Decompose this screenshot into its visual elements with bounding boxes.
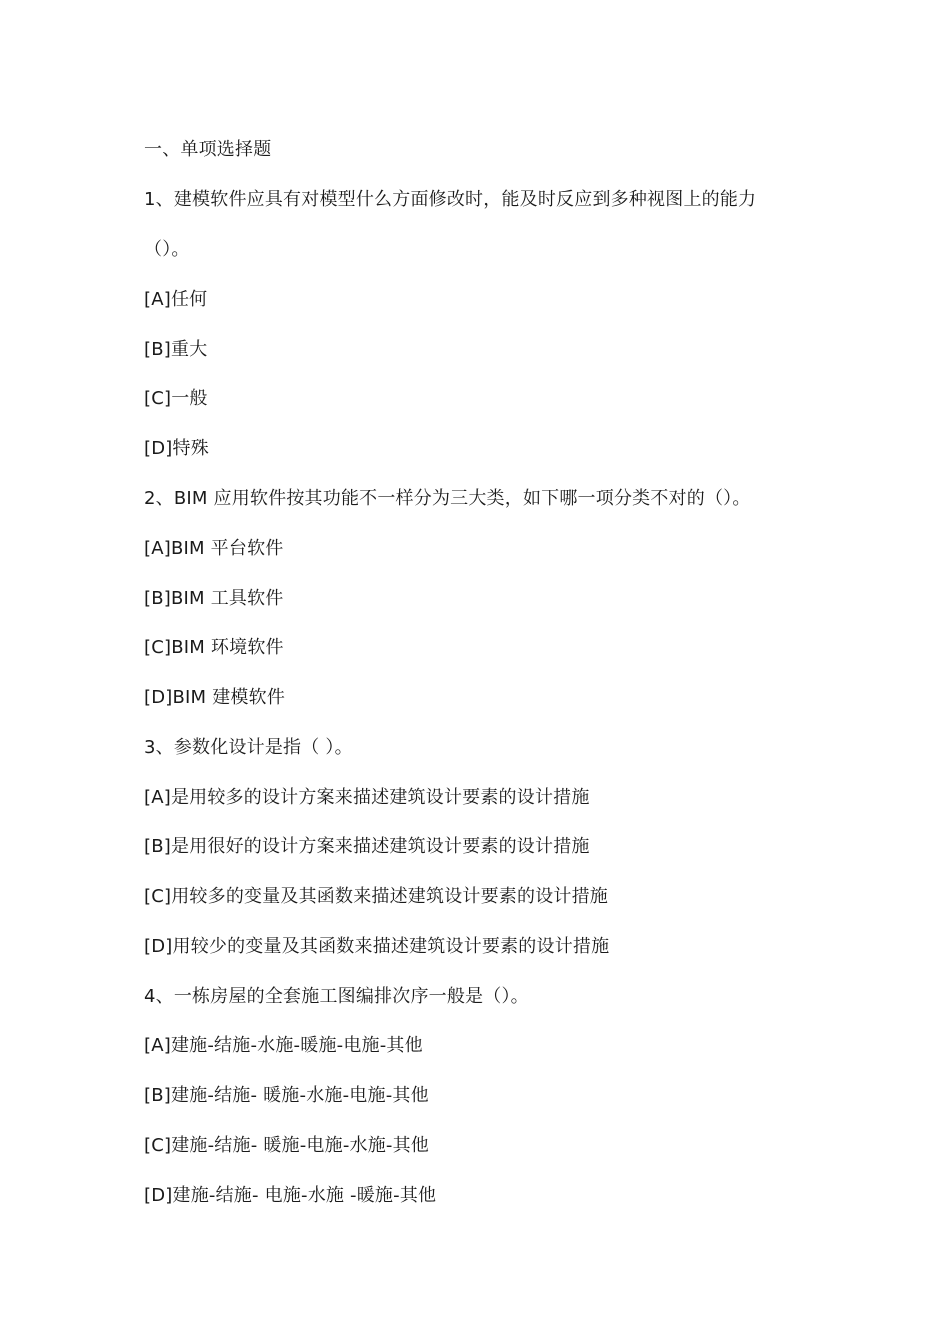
section-title: 一、单项选择题 <box>144 139 272 160</box>
question-4-option-b: [B]建施-结施- 暖施-水施-电施-其他 <box>144 1085 429 1106</box>
question-2-option-a: [A]BIM 平台软件 <box>144 538 284 559</box>
question-1-option-d: [D]特殊 <box>144 438 209 459</box>
question-1-stem: 1、建模软件应具有对模型什么方面修改时，能及时反应到多种视图上的能力 <box>144 189 757 210</box>
question-3-option-c: [C]用较多的变量及其函数来描述建筑设计要素的设计措施 <box>144 886 609 907</box>
question-3-stem: 3、参数化设计是指（ ）。 <box>144 737 353 758</box>
question-2-option-c: [C]BIM 环境软件 <box>144 637 284 658</box>
question-4-option-a: [A]建施-结施-水施-暖施-电施-其他 <box>144 1035 423 1056</box>
question-4-option-c: [C]建施-结施- 暖施-电施-水施-其他 <box>144 1135 430 1156</box>
question-3-option-a: [A]是用较多的设计方案来描述建筑设计要素的设计措施 <box>144 787 590 808</box>
question-4-option-d: [D]建施-结施- 电施-水施 -暖施-其他 <box>144 1185 437 1206</box>
question-2-option-d: [D]BIM 建模软件 <box>144 687 286 708</box>
question-3-option-b: [B]是用很好的设计方案来描述建筑设计要素的设计措施 <box>144 836 590 857</box>
question-3-option-d: [D]用较少的变量及其函数来描述建筑设计要素的设计措施 <box>144 936 610 957</box>
question-1-option-a: [A]任何 <box>144 289 208 310</box>
question-2-option-b: [B]BIM 工具软件 <box>144 588 284 609</box>
question-1-stem-continued: （）。 <box>144 239 190 260</box>
question-2-stem: 2、BIM 应用软件按其功能不一样分为三大类，如下哪一项分类不对的（）。 <box>144 488 751 509</box>
question-1-option-b: [B]重大 <box>144 339 208 360</box>
question-1-option-c: [C]一般 <box>144 388 208 409</box>
question-4-stem: 4、一栋房屋的全套施工图编排次序一般是（）。 <box>144 986 529 1007</box>
